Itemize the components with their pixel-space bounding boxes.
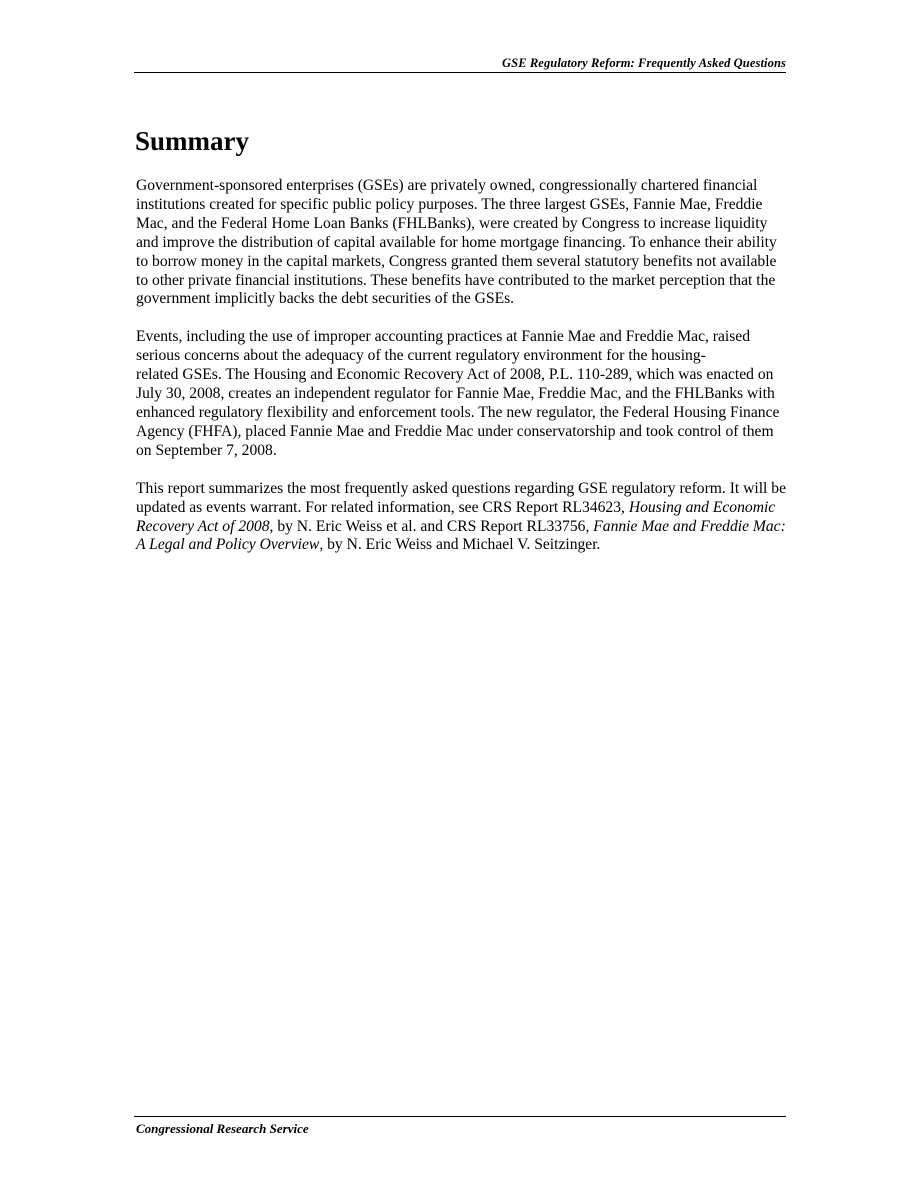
summary-paragraph-2-line-start: Events, including the use of improper accounting practices at Fannie Mae and Freddie Mac, raised serious concerns about the adequacy of the current regulatory environment for the housing- bbox=[136, 328, 751, 365]
summary-paragraph-2 bbox=[136, 328, 786, 460]
header-rule bbox=[134, 72, 786, 73]
page-title: Summary bbox=[135, 126, 249, 156]
summary-paragraph-3 bbox=[136, 480, 786, 556]
summary-paragraph-3-mid: , by N. Eric Weiss et al. and CRS Report RL33756, bbox=[269, 517, 594, 535]
running-header: GSE Regulatory Reform: Frequently Asked Questions bbox=[502, 56, 786, 70]
report-title-fannie-freddie: Fannie Mae and Freddie Mac: A Legal and Policy Overview bbox=[136, 517, 786, 554]
report-title-housing-act: Housing and Economic Recovery Act of 2008 bbox=[136, 498, 776, 535]
summary-paragraph-1: Government-sponsored enterprises (GSEs) are privately owned, congressionally chartered financial institutions created for specific public policy purposes. The three largest GSEs, Fannie Mae, Freddie Mac, and the Federal Home Loan Banks (FHLBanks), were created by Congress to increase liquidity and improve the distribution of capital available for home mortgage financing. To enhance their ability to borrow money in the capital markets, Congress granted them several statutory benefits not available to other private financial institutions. These benefits have contributed to the market perception that the government implicitly backs the debt securities of the GSEs. bbox=[136, 177, 777, 308]
summary-paragraph-2-rest: related GSEs. The Housing and Economic Recovery Act of 2008, P.L. 110-289, which was enacted on July 30, 2008, creates an independent regulator for Fannie Mae, Freddie Mac, and the FHLBanks with enhanced regulatory flexibility and enforcement tools. The new regulator, the Federal Housing Finance Agency (FHFA), placed Fannie Mae and Freddie Mac under conservatorship and took control of them on September 7, 2008. bbox=[136, 366, 780, 459]
summary-body bbox=[136, 177, 786, 574]
footer-rule bbox=[134, 1116, 786, 1117]
summary-paragraph-3-end: , by N. Eric Weiss and Michael V. Seitzinger. bbox=[319, 536, 601, 554]
summary-paragraph-3-intro: This report summarizes the most frequently asked questions regarding GSE regulatory reform. It will be updated as events warrant. For related information, see CRS Report RL34623, bbox=[136, 479, 787, 516]
running-footer: Congressional Research Service bbox=[136, 1121, 309, 1136]
